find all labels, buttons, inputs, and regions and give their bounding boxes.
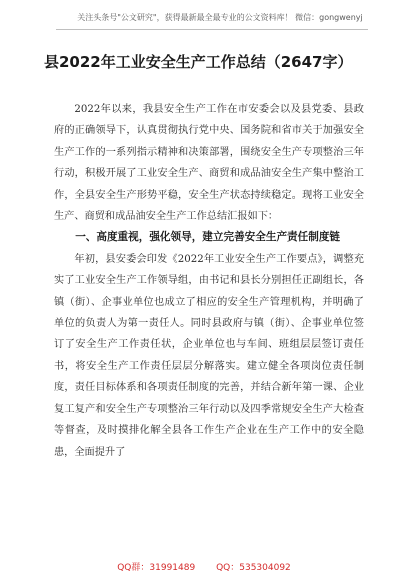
- header-divider: [56, 29, 368, 30]
- section-paragraph: 年初，县安委会印发《2022年工业安全生产工作要点》，调整充实了工业安全生产工作领导组，由书记和县长分别担任正副组长，各镇（街）、企事业单位也成立了相应的安全生产管理机构，并明确了单位的负责人为第一责任人。同时县政府与镇（街）、企事业单位签订了安全生产工作责任状，企业单位也与车间、班组层层签订责任书，将安全生产工作责任层层分解落实。建立健全各项岗位责任制度，责任目标体系和各项责任制度的完善，并结合新年第一课、企业复工复产和安全生产专项整治三年行动以及四季常规安全生产大检查等督查，及时摸排化解全县各工作生产企业在生产工作中的安全隐患，全面提升了: [54, 253, 364, 458]
- footer-qq: QQ：535304092: [216, 563, 291, 573]
- section-heading: 一、高度重视，强化领导，建立完善安全生产责任制度链: [75, 231, 341, 244]
- document-body: [54, 99, 364, 463]
- header-note: 关注头条号"公文研究"，获得最新最全最专业的公文资料库！ 微信：gongwenyj: [77, 13, 363, 22]
- footer-contact: [0, 560, 408, 573]
- intro-paragraph: 2022年以来，我县安全生产工作在市安委会以及县党委、县政府的正确领导下，认真贯彻执行党中央、国务院和省市关于加强安全生产工作的一系列指示精神和决策部署，围绕安全生产专项整治三年行动，积极开展了工业安全生产、商贸和成品油安全生产集中整治工作，全县安全生产形势平稳，安全生产状态持续稳定。现将工业安全生产、商贸和成品油安全生产工作总结汇报如下：: [54, 104, 364, 223]
- document-title: 县2022年工业安全生产工作总结（2647字）: [44, 53, 353, 71]
- footer-qq-group: QQ群：31991489: [117, 563, 196, 573]
